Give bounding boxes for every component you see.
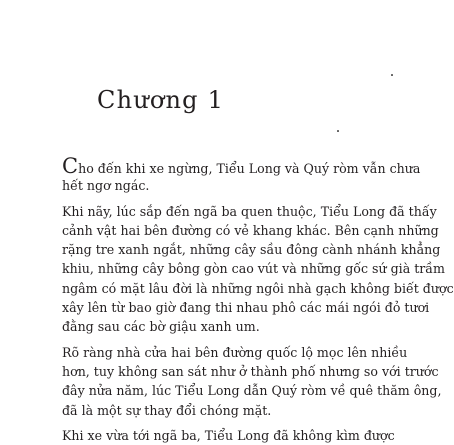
paragraph-line: đằng sau các bờ giậu xanh um. <box>62 319 260 335</box>
paragraph-line: khiu, những cây bông gòn cao vút và những gốc sứ già trầm <box>62 261 445 277</box>
paragraph-line: đã là một sự thay đổi chóng mặt. <box>62 402 272 418</box>
print-speck <box>337 130 339 132</box>
paragraph-line: xây lên từ bao giờ đang thi nhau phô các mái ngói đỏ tươi <box>62 300 430 316</box>
paragraph-line: Khi nãy, lúc sắp đến ngã ba quen thuộc, Tiểu Long đã thấy <box>62 203 437 219</box>
chapter-title: Chương 1 <box>97 86 225 114</box>
paragraph-line: đây nửa năm, lúc Tiểu Long dẫn Quý ròm về quê thăm ông, <box>62 383 442 399</box>
paragraph-line: hơn, tuy không san sát như ở thành phố nhưng so với trước <box>62 363 439 379</box>
print-speck <box>391 74 393 76</box>
paragraph-line: hết ngơ ngác. <box>62 178 150 194</box>
paragraph-line: rặng tre xanh ngắt, những cây sầu đông cành nhánh khẳng <box>62 242 441 258</box>
paragraph-line: Rõ ràng nhà cửa hai bên đường quốc lộ mọc lên nhiều <box>62 344 408 360</box>
paragraph-line: ngâm có mặt lâu đời là những ngôi nhà gạch không biết được <box>62 280 454 296</box>
drop-cap: C <box>62 154 79 178</box>
paragraph-line <box>62 154 421 178</box>
line-text: ho đến khi xe ngừng, Tiểu Long và Quý ròm vẫn chưa <box>78 161 421 176</box>
paragraph-line: cảnh vật hai bên đường có vẻ khang khác. Bên cạnh những <box>62 222 439 238</box>
chapter-body <box>62 154 454 443</box>
paragraph-line: Khi xe vừa tới ngã ba, Tiểu Long đã không kìm được <box>62 427 395 443</box>
